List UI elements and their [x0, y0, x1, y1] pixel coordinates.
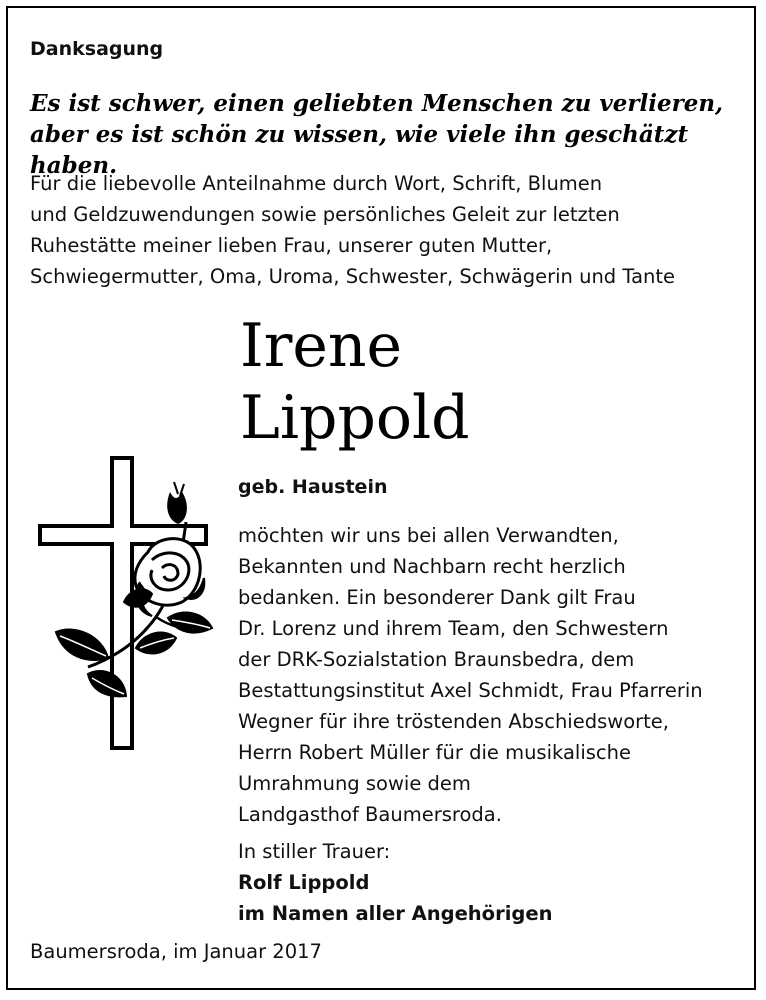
thanks-text	[238, 520, 758, 830]
deceased-name	[240, 310, 470, 454]
intro-text	[30, 168, 752, 292]
signer-name: Rolf Lippold	[238, 871, 370, 894]
intro-line: Schwiegermutter, Oma, Uroma, Schwester, Schwägerin und Tante	[30, 265, 676, 288]
thanks-line: Herrn Robert Müller für die musikalische	[238, 741, 631, 764]
thanks-line: bedanken. Ein besonderer Dank gilt Frau	[238, 586, 636, 609]
cross-with-rose-icon	[36, 452, 226, 752]
obituary-notice	[6, 6, 756, 990]
thanks-line: Umrahmung sowie dem	[238, 772, 471, 795]
thanks-line: Wegner für ihre tröstenden Abschiedsworte,	[238, 710, 669, 733]
last-name: Lippold	[240, 383, 470, 453]
thanks-line: Landgasthof Baumersroda.	[238, 803, 502, 826]
intro-line: und Geldzuwendungen sowie persönliches Geleit zur letzten	[30, 203, 620, 226]
first-name: Irene	[240, 311, 403, 381]
maiden-name: geb. Haustein	[238, 476, 388, 498]
thanks-line: möchten wir uns bei allen Verwandten,	[238, 524, 619, 547]
intro-line: Für die liebevolle Anteilnahme durch Wort, Schrift, Blumen	[30, 172, 603, 195]
mourners-block	[238, 836, 552, 929]
notice-heading: Danksagung	[30, 38, 164, 60]
mourning-label: In stiller Trauer:	[238, 840, 391, 863]
motto-line: Es ist schwer, einen geliebten Menschen zu verlieren,	[30, 90, 724, 117]
thanks-line: Bestattungsinstitut Axel Schmidt, Frau Pfarrerin	[238, 679, 703, 702]
motto-line: aber es ist schön zu wissen, wie viele ihn geschätzt haben.	[30, 121, 689, 179]
thanks-line: Dr. Lorenz und ihrem Team, den Schwestern	[238, 617, 669, 640]
place-date: Baumersroda, im Januar 2017	[30, 940, 322, 963]
signer-note: im Namen aller Angehörigen	[238, 902, 553, 925]
intro-line: Ruhestätte meiner lieben Frau, unserer guten Mutter,	[30, 234, 553, 257]
thanks-line: der DRK-Sozialstation Braunsbedra, dem	[238, 648, 635, 671]
thanks-line: Bekannten und Nachbarn recht herzlich	[238, 555, 626, 578]
